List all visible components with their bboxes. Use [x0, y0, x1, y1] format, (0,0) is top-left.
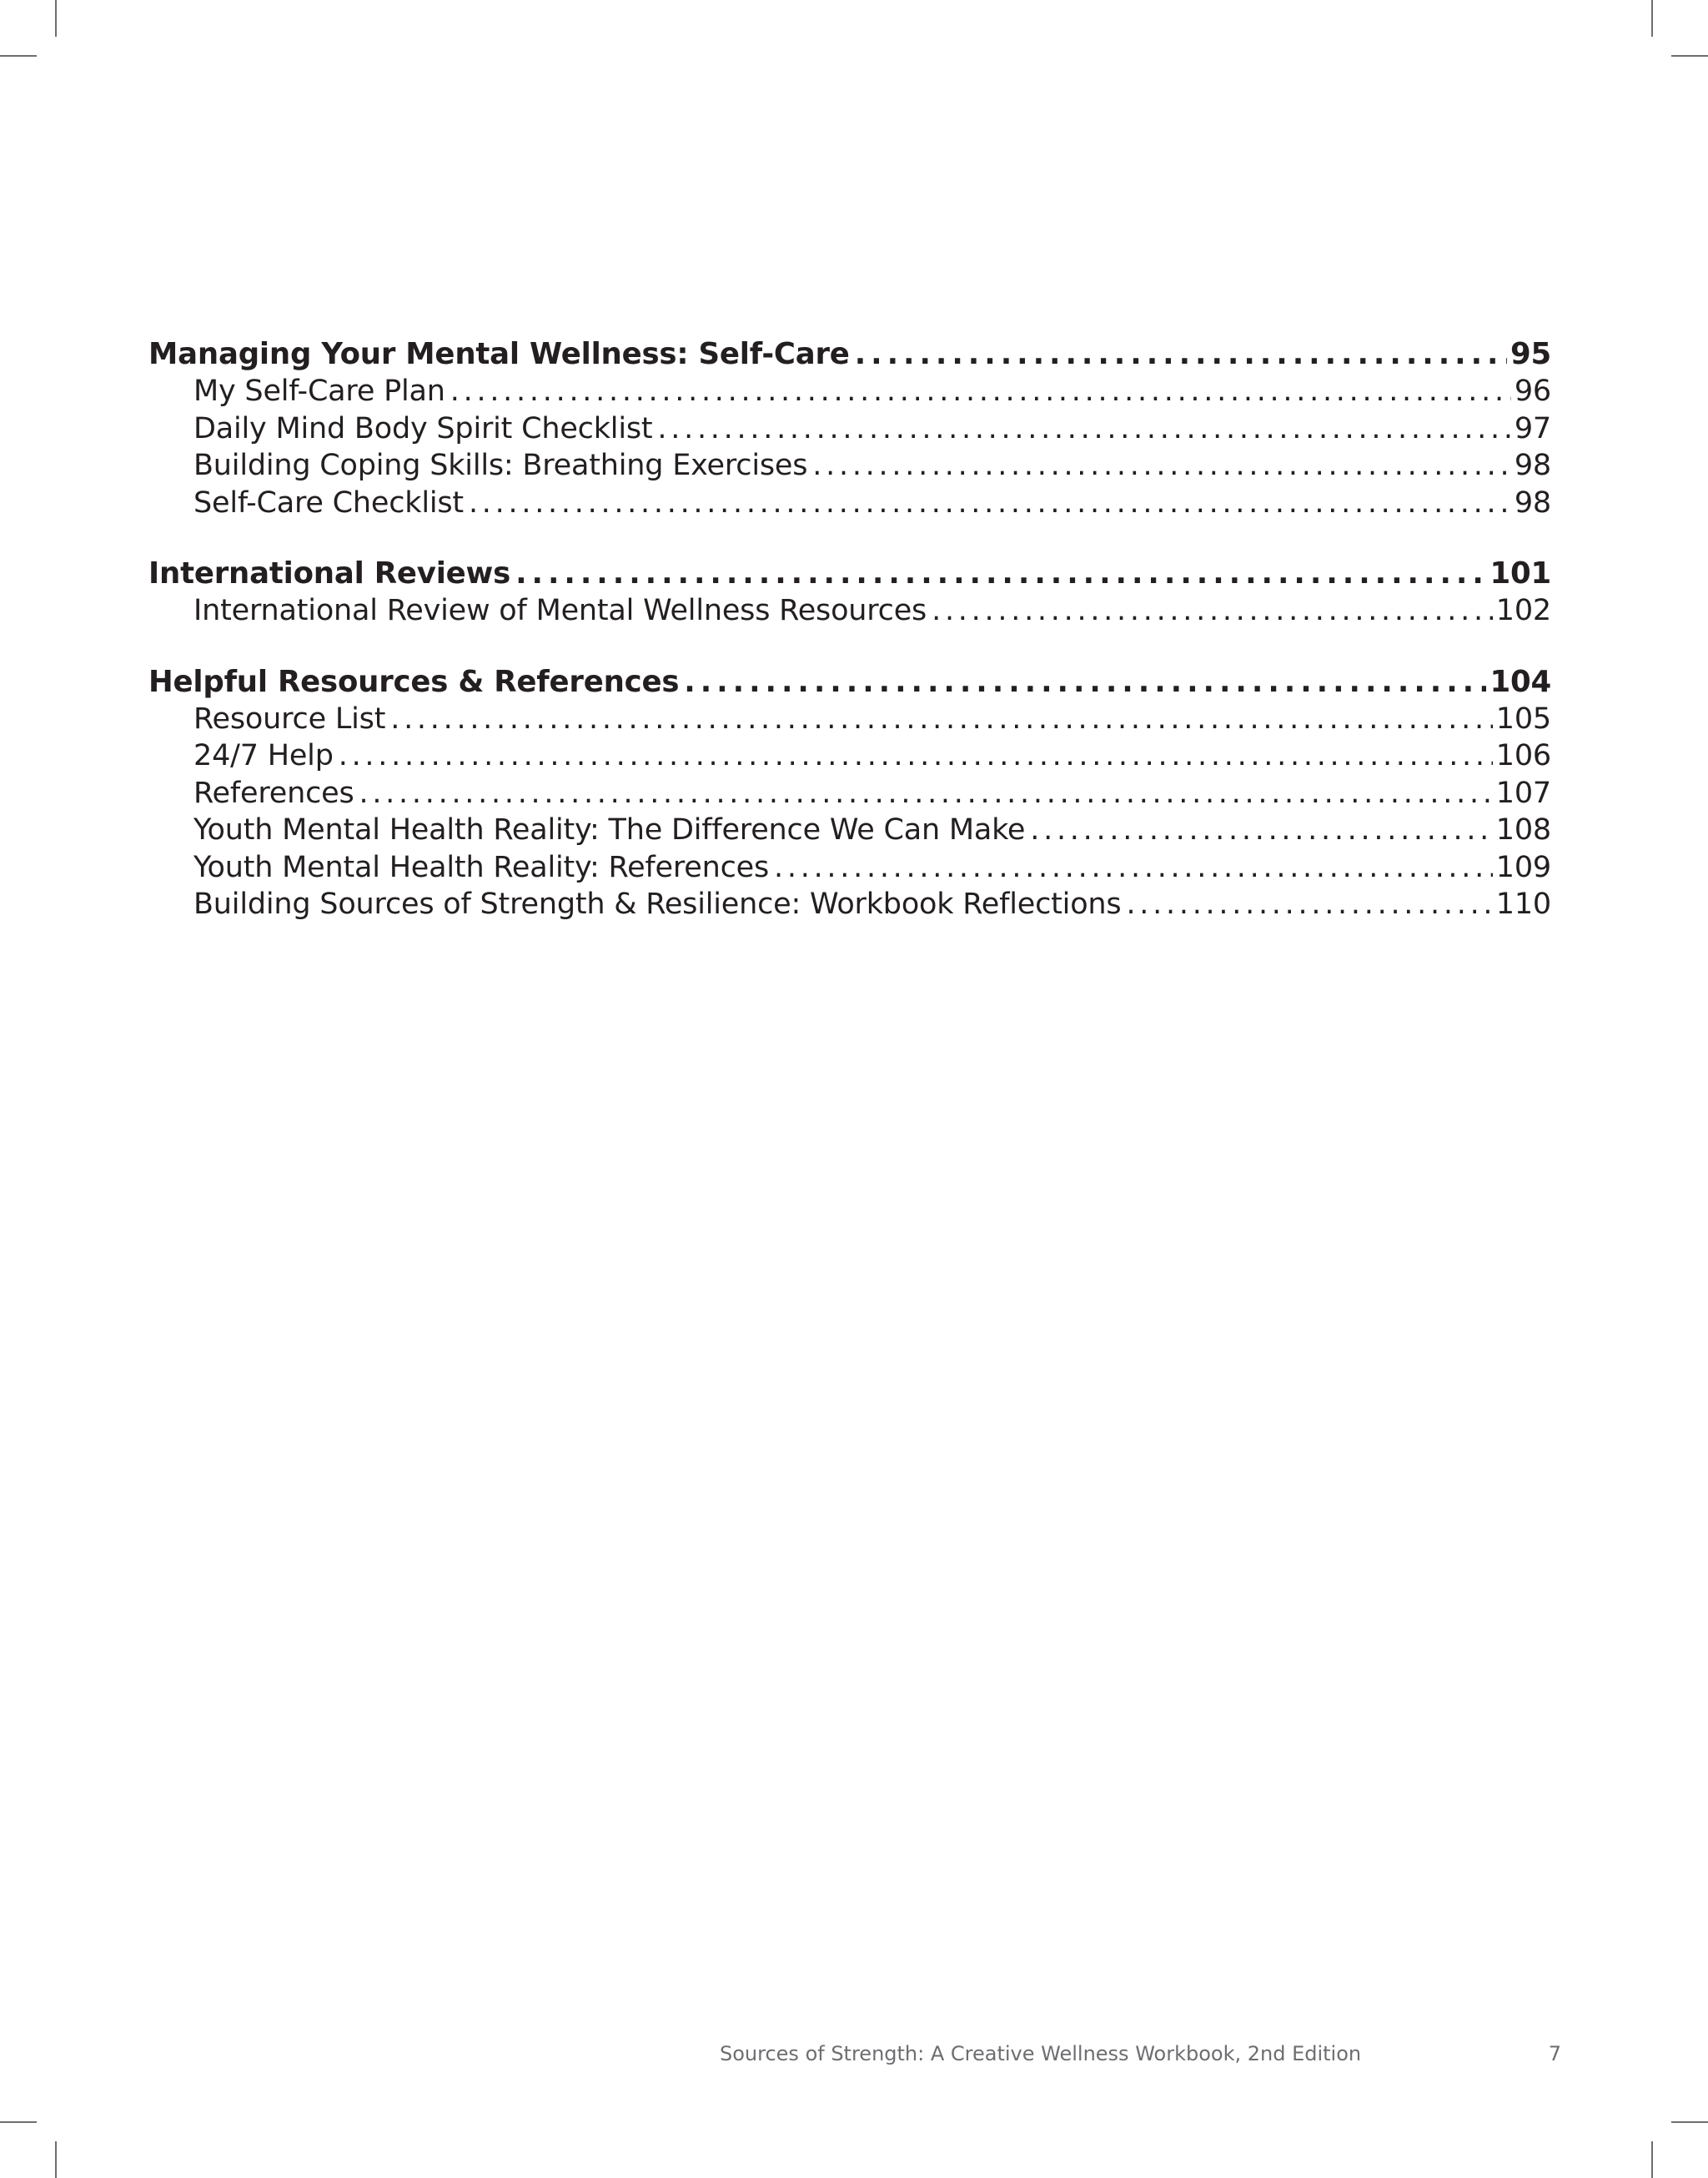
toc-section-heading[interactable]	[148, 337, 1551, 375]
toc-page-number: 110	[1495, 888, 1551, 921]
toc-entry-title: 24/7 Help	[193, 739, 334, 772]
toc-entry-title: Youth Mental Health Reality: References	[193, 850, 770, 884]
toc-entry-title: My Self-Care Plan	[193, 375, 445, 408]
crop-mark	[1671, 2121, 1708, 2123]
toc-entry-title: Youth Mental Health Reality: The Difference We Can Make	[193, 813, 1026, 847]
toc-page-number: 95	[1510, 337, 1551, 371]
toc-section-heading[interactable]	[148, 556, 1551, 594]
toc-section-title: Managing Your Mental Wellness: Self-Care	[148, 337, 850, 371]
dot-leader	[812, 449, 1511, 482]
crop-mark	[55, 2141, 57, 2178]
toc-section	[148, 337, 1551, 523]
dot-leader	[359, 777, 1492, 810]
toc-page-number: 102	[1495, 594, 1551, 627]
toc-entry[interactable]	[148, 594, 1551, 631]
crop-mark	[1651, 0, 1653, 37]
table-of-contents	[148, 337, 1551, 958]
dot-leader	[450, 375, 1511, 408]
crop-mark	[1651, 2141, 1653, 2178]
crop-mark	[55, 0, 57, 37]
toc-entry[interactable]	[148, 813, 1551, 851]
toc-page-number: 98	[1514, 449, 1551, 482]
dot-leader	[339, 739, 1493, 772]
toc-entry-title: References	[193, 776, 354, 810]
dot-leader	[390, 702, 1493, 736]
toc-entry[interactable]	[148, 412, 1551, 450]
dot-leader	[855, 337, 1507, 371]
dot-leader	[684, 665, 1486, 699]
toc-page-number: 105	[1495, 702, 1551, 736]
footer-page-number: 7	[1548, 2042, 1561, 2065]
dot-leader	[657, 412, 1510, 445]
toc-page-number: 106	[1495, 739, 1551, 772]
toc-entry[interactable]	[148, 739, 1551, 777]
toc-entry-title: Self-Care Checklist	[193, 485, 464, 520]
toc-section-title: Helpful Resources & References	[148, 664, 680, 699]
dot-leader	[774, 851, 1493, 884]
toc-page-number: 107	[1495, 776, 1551, 810]
toc-entry[interactable]	[148, 449, 1551, 486]
footer-book-title: Sources of Strength: A Creative Wellness Workbook, 2nd Edition	[720, 2042, 1362, 2065]
dot-leader	[1126, 888, 1492, 921]
toc-entry[interactable]	[148, 702, 1551, 740]
dot-leader	[1030, 813, 1493, 847]
toc-entry[interactable]	[148, 777, 1551, 814]
crop-mark	[1671, 55, 1708, 57]
toc-section	[148, 665, 1551, 925]
toc-entry-title: Building Sources of Strength & Resilience: Workbook Reflections	[193, 888, 1122, 921]
toc-entry[interactable]	[148, 851, 1551, 888]
toc-entry[interactable]	[148, 486, 1551, 524]
toc-section	[148, 556, 1551, 631]
page-footer	[584, 2042, 1561, 2065]
toc-section-heading[interactable]	[148, 665, 1551, 702]
toc-entry[interactable]	[148, 375, 1551, 412]
toc-entry-title: Resource List	[193, 702, 386, 736]
crop-mark	[0, 55, 37, 57]
toc-page-number: 108	[1495, 813, 1551, 847]
crop-mark	[0, 2121, 37, 2123]
toc-page-number: 96	[1514, 375, 1551, 408]
dot-leader	[469, 486, 1511, 520]
toc-entry[interactable]	[148, 888, 1551, 925]
dot-leader	[932, 594, 1493, 627]
toc-section-title: International Reviews	[148, 556, 511, 591]
toc-page-number: 104	[1489, 664, 1551, 699]
toc-page-number: 109	[1495, 850, 1551, 884]
toc-page-number: 101	[1489, 556, 1551, 591]
toc-page-number: 97	[1514, 411, 1551, 445]
toc-entry-title: Daily Mind Body Spirit Checklist	[193, 411, 653, 445]
toc-entry-title: International Review of Mental Wellness Resources	[193, 594, 927, 627]
dot-leader	[515, 556, 1486, 591]
toc-page-number: 98	[1514, 485, 1551, 520]
toc-entry-title: Building Coping Skills: Breathing Exercises	[193, 449, 808, 482]
